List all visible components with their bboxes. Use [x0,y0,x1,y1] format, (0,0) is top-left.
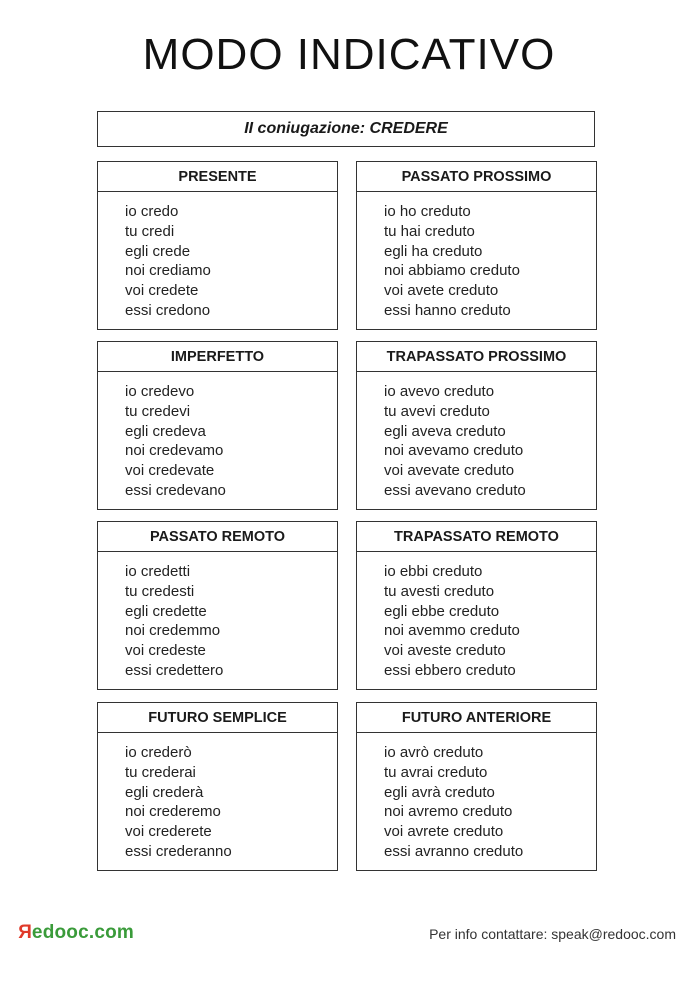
tense-name: PASSATO REMOTO [98,522,337,552]
verb-form: io avevo creduto [384,383,495,400]
verb-form: noi avremo creduto [384,803,513,821]
verb-form: tu credesti [125,582,195,600]
verb-form: essi crederanno [125,842,232,860]
verb-form: voi avevate creduto [384,462,515,480]
tense-forms [98,552,337,681]
verb-form: noi crederemo [125,803,221,821]
tense-box-futuro-anteriore [356,702,597,871]
verb-form: tu avesti creduto [384,582,495,600]
tense-box-trapassato-remoto [356,521,597,690]
verb-form: essi avevano creduto [384,481,526,499]
tense-forms [98,192,337,321]
verb-form: voi credeste [125,642,206,660]
tense-name: FUTURO SEMPLICE [98,703,337,733]
verb-form: tu avevi creduto [384,402,490,420]
verb-form: egli aveva creduto [384,422,506,440]
verb-form: noi credemmo [125,622,221,640]
verb-form: tu avrai creduto [384,763,488,781]
verb-form: voi credete [125,282,199,300]
verb-form: egli credette [125,602,207,620]
verb-form: essi hanno creduto [384,301,511,319]
tense-name: IMPERFETTO [98,342,337,372]
verb-form: egli avrà creduto [384,783,495,801]
verb-form: noi crediamo [125,262,211,280]
verb-form: tu crederai [125,763,196,781]
verb-form: essi credono [125,301,211,319]
verb-form: essi ebbero creduto [384,661,516,679]
contact-info: Per info contattare: speak@redooc.com [429,926,676,942]
verb-form: io credevo [125,383,195,400]
tense-box-passato-remoto [97,521,338,690]
page-title: MODO INDICATIVO [142,30,556,79]
verb-form: noi credevamo [125,442,224,460]
verb-form: egli ha creduto [384,242,483,260]
tense-forms [357,733,596,862]
tense-box-passato-prossimo [356,161,597,330]
tense-forms [357,552,596,681]
verb-form: essi credettero [125,661,224,679]
logo-mirrored-r: R [18,922,32,943]
tense-forms [357,192,596,321]
tense-name: FUTURO ANTERIORE [357,703,596,733]
verb-form: tu credevi [125,402,191,420]
tense-box-imperfetto [97,341,338,510]
tense-name: PRESENTE [98,162,337,192]
tense-forms [98,372,337,501]
verb-form: egli crederà [125,783,204,801]
verb-form: noi abbiamo creduto [384,262,520,280]
verb-form: voi crederete [125,823,212,841]
verb-form: io crederò [125,744,192,761]
verb-form: voi credevate [125,462,215,480]
verb-form: io credetti [125,563,191,580]
verb-form: io ebbi creduto [384,563,483,580]
verb-form: egli crede [125,242,191,260]
tense-name: TRAPASSATO PROSSIMO [357,342,596,372]
verb-form: voi avrete creduto [384,823,504,841]
tense-forms [357,372,596,501]
verb-form: egli ebbe creduto [384,602,500,620]
redooc-logo[interactable] [18,922,134,944]
verb-form: voi aveste creduto [384,642,506,660]
verb-form: io credo [125,203,179,220]
verb-form: voi avete creduto [384,282,499,300]
verb-form: egli credeva [125,422,206,440]
verb-form: noi avemmo creduto [384,622,520,640]
verb-form: io ho creduto [384,203,471,220]
verb-form: tu credi [125,222,175,240]
tense-box-presente [97,161,338,330]
verb-form: essi credevano [125,481,226,499]
verb-form: tu hai creduto [384,222,475,240]
verb-form: io avrò creduto [384,744,484,761]
verb-form: noi avevamo creduto [384,442,524,460]
tense-forms [98,733,337,862]
logo-text: edooc.com [31,922,135,943]
tense-name: TRAPASSATO REMOTO [357,522,596,552]
tense-name: PASSATO PROSSIMO [357,162,596,192]
conjugation-subtitle: II coniugazione: CREDERE [97,111,595,147]
verb-form: essi avranno creduto [384,842,524,860]
tense-box-futuro-semplice [97,702,338,871]
tense-box-trapassato-prossimo [356,341,597,510]
